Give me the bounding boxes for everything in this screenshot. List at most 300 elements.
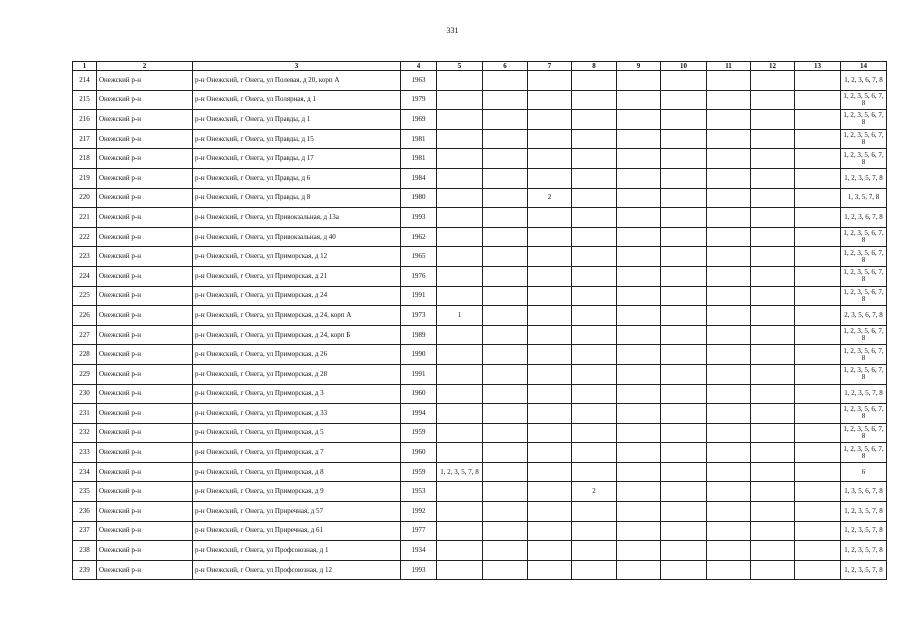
value-cell-col-13 [795, 423, 841, 443]
row-number: 218 [73, 149, 97, 169]
value-cell-col-11 [707, 149, 751, 169]
value-cell-col-9 [617, 306, 661, 326]
value-cell-col-5 [437, 71, 483, 91]
value-cell-col-13 [795, 404, 841, 424]
value-cell-col-9 [617, 325, 661, 345]
value-cell-col-12 [751, 541, 795, 561]
year-cell: 1981 [401, 149, 437, 169]
value-cell-col-13 [795, 384, 841, 404]
district-cell: Онежский р-н [97, 521, 193, 541]
value-cell-col-12 [751, 188, 795, 208]
value-cell-col-8 [572, 208, 617, 228]
value-cell-col-7 [528, 521, 572, 541]
value-cell-col-10 [661, 443, 707, 463]
value-cell-col-6 [483, 384, 528, 404]
value-cell-col-12 [751, 266, 795, 286]
value-cell-col-7 [528, 90, 572, 110]
address-cell: р-н Онежский, г Онега, ул Приречная, д 61 [193, 521, 401, 541]
value-cell-col-10 [661, 325, 707, 345]
value-cell-col-12 [751, 560, 795, 580]
value-cell-col-10 [661, 247, 707, 267]
district-cell: Онежский р-н [97, 149, 193, 169]
address-cell: р-н Онежский, г Онега, ул Приморская, д 3 [193, 384, 401, 404]
district-cell: Онежский р-н [97, 306, 193, 326]
value-cell-col-5 [437, 110, 483, 130]
value-cell-col-13 [795, 286, 841, 306]
value-cell-col-6 [483, 71, 528, 91]
table-body [73, 71, 887, 580]
value-cell-col-12 [751, 325, 795, 345]
district-cell: Онежский р-н [97, 247, 193, 267]
column-header-12: 12 [751, 62, 795, 71]
value-cell-col-14: 1, 2, 3, 5, 7, 8 [841, 384, 887, 404]
value-cell-col-12 [751, 462, 795, 482]
value-cell-col-12 [751, 443, 795, 463]
value-cell-col-8 [572, 188, 617, 208]
year-cell: 1934 [401, 541, 437, 561]
year-cell: 1993 [401, 208, 437, 228]
year-cell: 1959 [401, 462, 437, 482]
table-row [73, 129, 887, 149]
year-cell: 1981 [401, 129, 437, 149]
table-row [73, 404, 887, 424]
value-cell-col-14: 1, 2, 3, 5, 6, 7, 8 [841, 227, 887, 247]
row-number: 236 [73, 502, 97, 522]
value-cell-col-5 [437, 149, 483, 169]
value-cell-col-13 [795, 560, 841, 580]
address-cell: р-н Онежский, г Онега, ул Приморская, д 7 [193, 443, 401, 463]
value-cell-col-10 [661, 149, 707, 169]
value-cell-col-7 [528, 286, 572, 306]
value-cell-col-7 [528, 149, 572, 169]
value-cell-col-10 [661, 188, 707, 208]
value-cell-col-5 [437, 404, 483, 424]
value-cell-col-9 [617, 247, 661, 267]
value-cell-col-10 [661, 71, 707, 91]
row-number: 220 [73, 188, 97, 208]
value-cell-col-7 [528, 168, 572, 188]
value-cell-col-6 [483, 110, 528, 130]
value-cell-col-14: 1, 2, 3, 5, 6, 7, 8 [841, 247, 887, 267]
address-cell: р-н Онежский, г Онега, ул Правды, д 17 [193, 149, 401, 169]
value-cell-col-11 [707, 325, 751, 345]
value-cell-col-7 [528, 443, 572, 463]
value-cell-col-11 [707, 502, 751, 522]
value-cell-col-10 [661, 521, 707, 541]
value-cell-col-14: 1, 2, 3, 5, 6, 7, 8 [841, 345, 887, 365]
table-row [73, 443, 887, 463]
value-cell-col-14: 6 [841, 462, 887, 482]
table-row [73, 227, 887, 247]
row-number: 228 [73, 345, 97, 365]
value-cell-col-11 [707, 110, 751, 130]
address-cell: р-н Онежский, г Онега, ул Профсоюзная, д 1 [193, 541, 401, 561]
table-row [73, 286, 887, 306]
value-cell-col-6 [483, 188, 528, 208]
value-cell-col-6 [483, 443, 528, 463]
value-cell-col-8 [572, 521, 617, 541]
value-cell-col-10 [661, 266, 707, 286]
value-cell-col-8 [572, 129, 617, 149]
value-cell-col-11 [707, 208, 751, 228]
address-cell: р-н Онежский, г Онега, ул Правды, д 1 [193, 110, 401, 130]
value-cell-col-13 [795, 306, 841, 326]
year-cell: 1977 [401, 521, 437, 541]
value-cell-col-9 [617, 71, 661, 91]
district-cell: Онежский р-н [97, 443, 193, 463]
value-cell-col-6 [483, 364, 528, 384]
value-cell-col-6 [483, 423, 528, 443]
value-cell-col-14: 1, 2, 3, 5, 6, 7, 8 [841, 325, 887, 345]
value-cell-col-9 [617, 443, 661, 463]
value-cell-col-6 [483, 227, 528, 247]
value-cell-col-10 [661, 404, 707, 424]
column-header-14: 14 [841, 62, 887, 71]
value-cell-col-7 [528, 266, 572, 286]
value-cell-col-9 [617, 345, 661, 365]
row-number: 223 [73, 247, 97, 267]
value-cell-col-9 [617, 384, 661, 404]
value-cell-col-5 [437, 90, 483, 110]
value-cell-col-12 [751, 168, 795, 188]
value-cell-col-9 [617, 502, 661, 522]
value-cell-col-11 [707, 462, 751, 482]
value-cell-col-12 [751, 521, 795, 541]
value-cell-col-13 [795, 364, 841, 384]
value-cell-col-6 [483, 482, 528, 502]
value-cell-col-6 [483, 247, 528, 267]
value-cell-col-7 [528, 364, 572, 384]
value-cell-col-14: 1, 2, 3, 5, 7, 8 [841, 521, 887, 541]
value-cell-col-8 [572, 462, 617, 482]
district-cell: Онежский р-н [97, 404, 193, 424]
district-cell: Онежский р-н [97, 71, 193, 91]
value-cell-col-10 [661, 384, 707, 404]
district-cell: Онежский р-н [97, 325, 193, 345]
value-cell-col-8 [572, 404, 617, 424]
value-cell-col-7 [528, 129, 572, 149]
value-cell-col-8 [572, 423, 617, 443]
value-cell-col-11 [707, 247, 751, 267]
district-cell: Онежский р-н [97, 345, 193, 365]
value-cell-col-12 [751, 247, 795, 267]
value-cell-col-12 [751, 286, 795, 306]
value-cell-col-11 [707, 168, 751, 188]
year-cell: 1962 [401, 227, 437, 247]
value-cell-col-13 [795, 110, 841, 130]
year-cell: 1984 [401, 168, 437, 188]
value-cell-col-13 [795, 521, 841, 541]
value-cell-col-7 [528, 560, 572, 580]
table-row [73, 502, 887, 522]
value-cell-col-12 [751, 208, 795, 228]
year-cell: 1969 [401, 110, 437, 130]
table-row [73, 188, 887, 208]
value-cell-col-6 [483, 541, 528, 561]
district-cell: Онежский р-н [97, 423, 193, 443]
value-cell-col-10 [661, 286, 707, 306]
value-cell-col-12 [751, 227, 795, 247]
value-cell-col-5 [437, 364, 483, 384]
value-cell-col-5 [437, 502, 483, 522]
value-cell-col-12 [751, 110, 795, 130]
value-cell-col-14: 1, 2, 3, 5, 6, 7, 8 [841, 266, 887, 286]
value-cell-col-8 [572, 325, 617, 345]
table-row [73, 266, 887, 286]
value-cell-col-14: 1, 2, 3, 5, 7, 8 [841, 168, 887, 188]
value-cell-col-13 [795, 208, 841, 228]
value-cell-col-11 [707, 227, 751, 247]
value-cell-col-5: 1, 2, 3, 5, 7, 8 [437, 462, 483, 482]
row-number: 227 [73, 325, 97, 345]
value-cell-col-13 [795, 462, 841, 482]
district-cell: Онежский р-н [97, 208, 193, 228]
value-cell-col-7 [528, 423, 572, 443]
district-cell: Онежский р-н [97, 168, 193, 188]
table-row [73, 208, 887, 228]
value-cell-col-8 [572, 560, 617, 580]
address-cell: р-н Онежский, г Онега, ул Приморская, д 28 [193, 364, 401, 384]
value-cell-col-13 [795, 266, 841, 286]
value-cell-col-10 [661, 462, 707, 482]
column-header-2: 2 [97, 62, 193, 71]
table-row [73, 364, 887, 384]
header-row [73, 62, 887, 71]
row-number: 230 [73, 384, 97, 404]
year-cell: 1980 [401, 188, 437, 208]
value-cell-col-10 [661, 560, 707, 580]
value-cell-col-13 [795, 168, 841, 188]
value-cell-col-7 [528, 384, 572, 404]
district-cell: Онежский р-н [97, 188, 193, 208]
table-row [73, 345, 887, 365]
value-cell-col-8 [572, 247, 617, 267]
row-number: 231 [73, 404, 97, 424]
year-cell: 1959 [401, 423, 437, 443]
value-cell-col-6 [483, 404, 528, 424]
value-cell-col-8 [572, 149, 617, 169]
value-cell-col-10 [661, 423, 707, 443]
value-cell-col-6 [483, 521, 528, 541]
value-cell-col-7 [528, 325, 572, 345]
value-cell-col-14: 1, 2, 3, 5, 7, 8 [841, 502, 887, 522]
table-row [73, 521, 887, 541]
value-cell-col-11 [707, 345, 751, 365]
address-cell: р-н Онежский, г Онега, ул Приречная, д 57 [193, 502, 401, 522]
value-cell-col-5 [437, 227, 483, 247]
value-cell-col-14: 1, 2, 3, 5, 6, 7, 8 [841, 423, 887, 443]
column-header-13: 13 [795, 62, 841, 71]
address-cell: р-н Онежский, г Онега, ул Приморская, д 9 [193, 482, 401, 502]
value-cell-col-10 [661, 227, 707, 247]
address-cell: р-н Онежский, г Онега, ул Полярная, д 1 [193, 90, 401, 110]
address-cell: р-н Онежский, г Онега, ул Правды, д 15 [193, 129, 401, 149]
row-number: 232 [73, 423, 97, 443]
district-cell: Онежский р-н [97, 462, 193, 482]
value-cell-col-14: 1, 2, 3, 5, 7, 8 [841, 560, 887, 580]
address-cell: р-н Онежский, г Онега, ул Полевая, д 20, корп А [193, 71, 401, 91]
value-cell-col-5 [437, 247, 483, 267]
table-row [73, 462, 887, 482]
district-cell: Онежский р-н [97, 129, 193, 149]
value-cell-col-9 [617, 168, 661, 188]
value-cell-col-7 [528, 502, 572, 522]
value-cell-col-5 [437, 168, 483, 188]
address-cell: р-н Онежский, г Онега, ул Приморская, д 33 [193, 404, 401, 424]
row-number: 239 [73, 560, 97, 580]
value-cell-col-14: 2, 3, 5, 6, 7, 8 [841, 306, 887, 326]
value-cell-col-14: 1, 2, 3, 5, 6, 7, 8 [841, 404, 887, 424]
value-cell-col-7 [528, 541, 572, 561]
value-cell-col-9 [617, 208, 661, 228]
value-cell-col-10 [661, 502, 707, 522]
value-cell-col-14: 1, 2, 3, 5, 6, 7, 8 [841, 443, 887, 463]
value-cell-col-8 [572, 345, 617, 365]
table-row [73, 482, 887, 502]
value-cell-col-5 [437, 384, 483, 404]
value-cell-col-7 [528, 247, 572, 267]
value-cell-col-6 [483, 208, 528, 228]
value-cell-col-10 [661, 129, 707, 149]
value-cell-col-11 [707, 521, 751, 541]
district-cell: Онежский р-н [97, 482, 193, 502]
year-cell: 1960 [401, 443, 437, 463]
value-cell-col-14: 1, 2, 3, 5, 6, 7, 8 [841, 110, 887, 130]
row-number: 217 [73, 129, 97, 149]
value-cell-col-6 [483, 502, 528, 522]
column-header-6: 6 [483, 62, 528, 71]
table-row [73, 560, 887, 580]
value-cell-col-14: 1, 2, 3, 5, 6, 7, 8 [841, 129, 887, 149]
column-header-7: 7 [528, 62, 572, 71]
value-cell-col-8: 2 [572, 482, 617, 502]
table-row [73, 110, 887, 130]
year-cell: 1994 [401, 404, 437, 424]
address-cell: р-н Онежский, г Онега, ул Профсоюзная, д 12 [193, 560, 401, 580]
district-cell: Онежский р-н [97, 560, 193, 580]
value-cell-col-9 [617, 482, 661, 502]
column-header-4: 4 [401, 62, 437, 71]
value-cell-col-5 [437, 443, 483, 463]
value-cell-col-6 [483, 266, 528, 286]
value-cell-col-6 [483, 306, 528, 326]
value-cell-col-11 [707, 560, 751, 580]
table-row [73, 149, 887, 169]
page-number: 331 [446, 26, 459, 35]
district-cell: Онежский р-н [97, 286, 193, 306]
value-cell-col-11 [707, 129, 751, 149]
value-cell-col-9 [617, 541, 661, 561]
value-cell-col-7 [528, 404, 572, 424]
value-cell-col-7 [528, 208, 572, 228]
table-row [73, 306, 887, 326]
value-cell-col-7 [528, 306, 572, 326]
value-cell-col-8 [572, 443, 617, 463]
year-cell: 1993 [401, 560, 437, 580]
value-cell-col-5 [437, 541, 483, 561]
value-cell-col-13 [795, 188, 841, 208]
table-row [73, 71, 887, 91]
value-cell-col-6 [483, 129, 528, 149]
value-cell-col-12 [751, 90, 795, 110]
address-cell: р-н Онежский, г Онега, ул Приморская, д 8 [193, 462, 401, 482]
value-cell-col-5 [437, 286, 483, 306]
value-cell-col-8 [572, 110, 617, 130]
value-cell-col-12 [751, 364, 795, 384]
row-number: 226 [73, 306, 97, 326]
value-cell-col-5 [437, 345, 483, 365]
value-cell-col-5 [437, 560, 483, 580]
value-cell-col-11 [707, 266, 751, 286]
row-number: 237 [73, 521, 97, 541]
value-cell-col-9 [617, 560, 661, 580]
value-cell-col-8 [572, 384, 617, 404]
value-cell-col-7: 2 [528, 188, 572, 208]
value-cell-col-7 [528, 110, 572, 130]
value-cell-col-12 [751, 384, 795, 404]
value-cell-col-14: 1, 2, 3, 6, 7, 8 [841, 71, 887, 91]
value-cell-col-14: 1, 2, 3, 5, 7, 8 [841, 541, 887, 561]
address-cell: р-н Онежский, г Онега, ул Правды, д 8 [193, 188, 401, 208]
address-cell: р-н Онежский, г Онега, ул Приморская, д 5 [193, 423, 401, 443]
value-cell-col-8 [572, 227, 617, 247]
value-cell-col-7 [528, 227, 572, 247]
column-header-8: 8 [572, 62, 617, 71]
value-cell-col-9 [617, 227, 661, 247]
value-cell-col-12 [751, 404, 795, 424]
table-row [73, 541, 887, 561]
row-number: 224 [73, 266, 97, 286]
row-number: 233 [73, 443, 97, 463]
year-cell: 1990 [401, 345, 437, 365]
value-cell-col-9 [617, 521, 661, 541]
value-cell-col-6 [483, 90, 528, 110]
value-cell-col-13 [795, 129, 841, 149]
value-cell-col-12 [751, 129, 795, 149]
value-cell-col-5 [437, 482, 483, 502]
value-cell-col-9 [617, 129, 661, 149]
value-cell-col-8 [572, 502, 617, 522]
value-cell-col-9 [617, 266, 661, 286]
row-number: 234 [73, 462, 97, 482]
row-number: 215 [73, 90, 97, 110]
district-cell: Онежский р-н [97, 541, 193, 561]
value-cell-col-11 [707, 541, 751, 561]
value-cell-col-10 [661, 168, 707, 188]
row-number: 221 [73, 208, 97, 228]
district-cell: Онежский р-н [97, 110, 193, 130]
table-row [73, 384, 887, 404]
value-cell-col-6 [483, 560, 528, 580]
table-row [73, 423, 887, 443]
value-cell-col-14: 1, 2, 3, 5, 6, 7, 8 [841, 149, 887, 169]
value-cell-col-14: 1, 2, 3, 5, 6, 7, 8 [841, 90, 887, 110]
column-header-3: 3 [193, 62, 401, 71]
value-cell-col-14: 1, 2, 3, 6, 7, 8 [841, 208, 887, 228]
value-cell-col-11 [707, 90, 751, 110]
address-cell: р-н Онежский, г Онега, ул Привокзальная, д 13а [193, 208, 401, 228]
value-cell-col-14: 1, 3, 5, 7, 8 [841, 188, 887, 208]
column-header-11: 11 [707, 62, 751, 71]
address-cell: р-н Онежский, г Онега, ул Приморская, д 24, корп Б [193, 325, 401, 345]
value-cell-col-9 [617, 110, 661, 130]
address-cell: р-н Онежский, г Онега, ул Приморская, д 24 [193, 286, 401, 306]
value-cell-col-5 [437, 188, 483, 208]
housing-registry-table [72, 61, 887, 580]
value-cell-col-11 [707, 482, 751, 502]
row-number: 219 [73, 168, 97, 188]
value-cell-col-8 [572, 541, 617, 561]
